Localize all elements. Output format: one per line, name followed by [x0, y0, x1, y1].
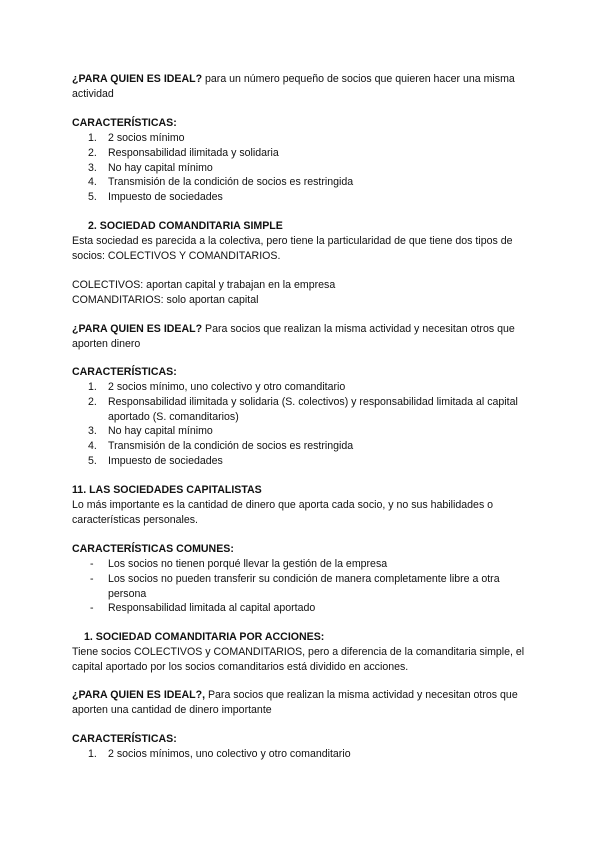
- characteristics-list-1: [72, 131, 532, 205]
- list-item: 5. Impuesto de sociedades: [88, 191, 223, 204]
- characteristics-heading-2: CARACTERÍSTICAS:: [72, 366, 177, 378]
- list-item: 5. Impuesto de sociedades: [88, 454, 223, 467]
- common-characteristics-heading: CARACTERÍSTICAS COMUNES:: [72, 543, 234, 555]
- ideal-text: Para socios que realizan la misma actividad y necesitan otros que aporten una cantidad de dinero importante: [72, 689, 518, 716]
- list-item: - Los socios no tienen porqué llevar la gestión de la empresa: [90, 558, 388, 570]
- ideal-paragraph-2: [72, 322, 532, 352]
- list-item: 4. Transmisión de la condición de socios es restringida: [88, 176, 354, 189]
- list-item: - Responsabilidad limitada al capital aportado: [90, 602, 316, 615]
- characteristics-list-2: [72, 380, 532, 469]
- ideal-label: ¿PARA QUIEN ES IDEAL?,: [72, 689, 206, 701]
- list-item: 3. No hay capital mínimo: [88, 161, 213, 174]
- ideal-paragraph-1: [72, 72, 532, 102]
- section-intro-capitalistas: Lo más importante es la cantidad de dinero que aporta cada socio, y no sus habilidades o características personales.: [72, 499, 494, 526]
- section-title-comanditaria-simple: 2. SOCIEDAD COMANDITARIA SIMPLE: [88, 220, 283, 232]
- comanditarios-line: COMANDITARIOS: solo aportan capital: [72, 294, 259, 306]
- characteristics-list-3: [72, 747, 532, 762]
- section-title-capitalistas: 11. LAS SOCIEDADES CAPITALISTAS: [72, 484, 262, 496]
- list-item: 2. Responsabilidad ilimitada y solidaria: [88, 146, 279, 159]
- ideal-text: para un número pequeño de socios que quieren hacer una misma actividad: [72, 73, 515, 100]
- ideal-label: ¿PARA QUIEN ES IDEAL?: [72, 323, 203, 335]
- list-item: 1. 2 socios mínimos, uno colectivo y otro comanditario: [88, 748, 351, 760]
- section-title-comanditaria-acciones: 1. SOCIEDAD COMANDITARIA POR ACCIONES:: [84, 631, 325, 643]
- colectivos-line: COLECTIVOS: aportan capital y trabajan en la empresa: [72, 279, 336, 291]
- list-item: 3. No hay capital mínimo: [88, 425, 213, 438]
- ideal-label: ¿PARA QUIEN ES IDEAL?: [72, 73, 203, 85]
- list-item: 1. 2 socios mínimo, uno colectivo y otro comanditario: [88, 381, 346, 393]
- list-item: 1. 2 socios mínimo: [88, 132, 185, 144]
- list-item: - Los socios no pueden transferir su condición de manera completamente libre a otra persona: [90, 572, 500, 600]
- section-intro-comanditaria-acciones: Tiene socios COLECTIVOS y COMANDITARIOS, pero a diferencia de la comanditaria simple, el capital aportado por los socios comanditarios está dividido en acciones.: [72, 646, 525, 673]
- characteristics-heading-1: CARACTERÍSTICAS:: [72, 117, 177, 129]
- ideal-text: Para socios que realizan la misma actividad y necesitan otros que aporten dinero: [72, 323, 515, 350]
- section-intro-comanditaria-simple: Esta sociedad es parecida a la colectiva, pero tiene la particularidad de que tiene dos tipos de socios: COLECTIVOS Y COMANDITARIOS.: [72, 235, 513, 262]
- list-item: 2. Responsabilidad ilimitada y solidaria (S. colectivos) y responsabilidad limitada al capital aportado (S. comanditarios): [88, 395, 518, 423]
- ideal-paragraph-3: [72, 688, 532, 718]
- list-item: 4. Transmisión de la condición de socios es restringida: [88, 440, 354, 453]
- common-characteristics-list: [72, 557, 532, 616]
- characteristics-heading-3: CARACTERÍSTICAS:: [72, 733, 177, 745]
